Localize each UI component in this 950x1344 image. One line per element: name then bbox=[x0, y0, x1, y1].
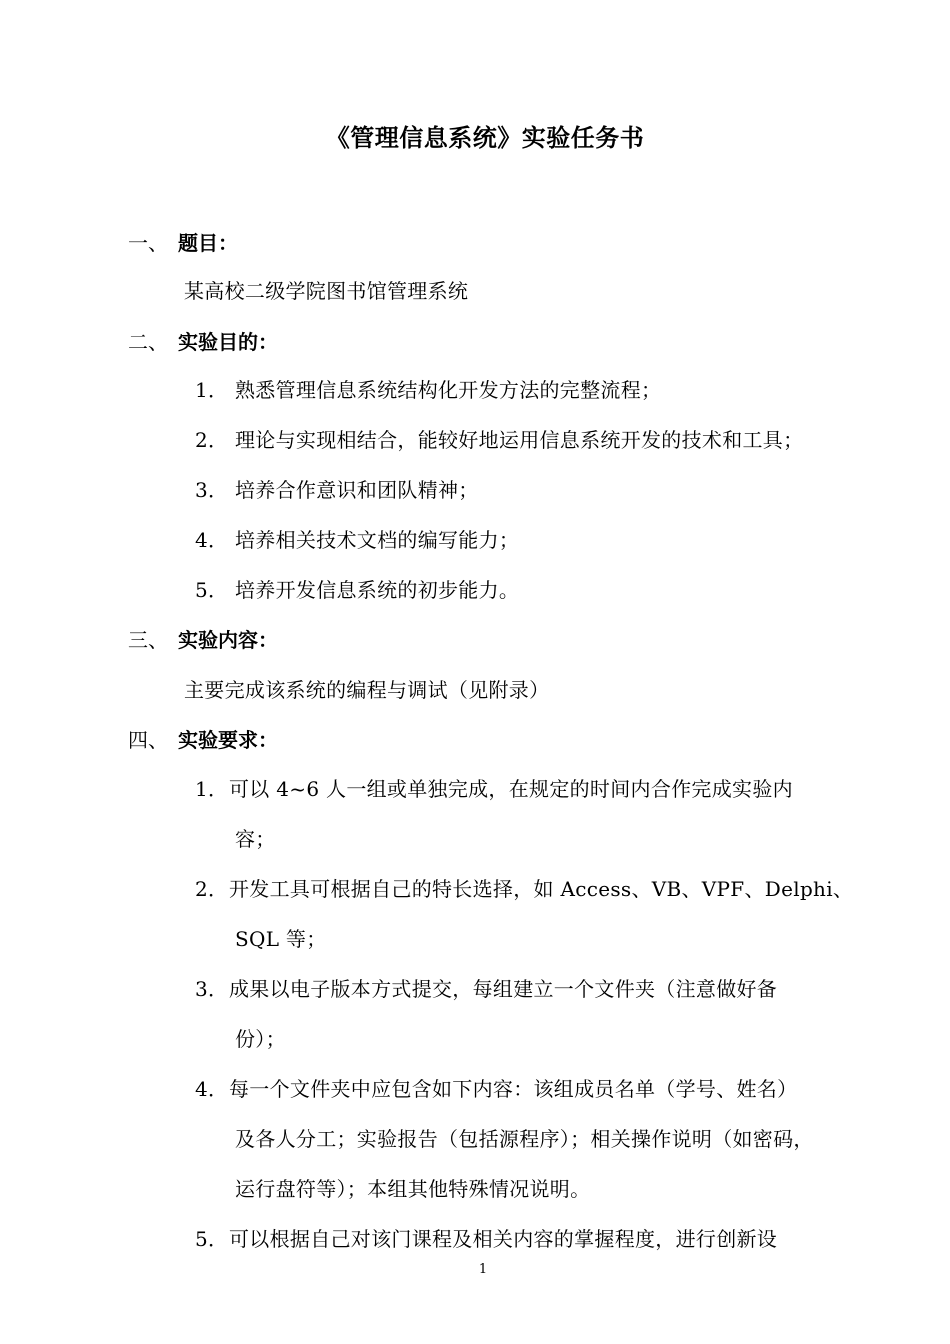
item-number: 3． bbox=[195, 478, 229, 502]
item-text: 培养合作意识和团队精神； bbox=[235, 478, 479, 502]
item-continuation: 运行盘符等）；本组其他特殊情况说明。 bbox=[235, 1177, 591, 1201]
list-item bbox=[195, 374, 661, 403]
item-number: 3． bbox=[195, 977, 229, 1001]
item-text: 可以 4~6 人一组或单独完成，在规定的时间内合作完成实验内 bbox=[229, 777, 793, 801]
item-text: 开发工具可根据自己的特长选择，如 Access、VB、VPF、Delphi、 bbox=[229, 877, 854, 901]
item-text: 理论与实现相结合，能较好地运用信息系统开发的技术和工具； bbox=[235, 428, 804, 452]
list-item bbox=[195, 873, 853, 902]
list-item bbox=[195, 424, 803, 453]
item-number: 4． bbox=[195, 1077, 229, 1101]
item-text: 熟悉管理信息系统结构化开发方法的完整流程； bbox=[235, 378, 662, 402]
section-heading-content bbox=[128, 624, 278, 653]
list-item bbox=[195, 574, 519, 603]
item-continuation: 及各人分工；实验报告（包括源程序）；相关操作说明（如密码， bbox=[235, 1127, 814, 1151]
list-item bbox=[195, 474, 479, 503]
section-label: 实验目的： bbox=[178, 330, 278, 354]
list-item bbox=[195, 524, 519, 553]
item-number: 2． bbox=[195, 428, 229, 452]
section-label: 实验内容： bbox=[178, 628, 278, 652]
section-number: 四、 bbox=[128, 728, 168, 752]
item-text: 每一个文件夹中应包含如下内容：该组成员名单（学号、姓名） bbox=[229, 1077, 798, 1101]
list-item bbox=[195, 973, 777, 1002]
item-text: 培养相关技术文档的编写能力； bbox=[235, 528, 520, 552]
item-number: 5． bbox=[195, 1227, 229, 1251]
list-item bbox=[195, 773, 793, 802]
document-title: 《管理信息系统》实验任务书 bbox=[325, 124, 645, 152]
item-continuation: 容； bbox=[235, 827, 276, 851]
item-number: 1． bbox=[195, 777, 229, 801]
section-label: 实验要求： bbox=[178, 728, 278, 752]
item-number: 1． bbox=[195, 378, 229, 402]
section-heading-topic bbox=[128, 227, 238, 256]
list-item bbox=[195, 1223, 777, 1252]
section-number: 三、 bbox=[128, 628, 168, 652]
section-number: 一、 bbox=[128, 231, 168, 255]
topic-text: 某高校二级学院图书馆管理系统 bbox=[184, 279, 469, 303]
list-item bbox=[195, 1073, 797, 1102]
item-continuation: 份）； bbox=[235, 1027, 286, 1051]
item-number: 2． bbox=[195, 877, 229, 901]
item-text: 可以根据自己对该门课程及相关内容的掌握程度，进行创新设 bbox=[229, 1227, 778, 1251]
item-number: 4． bbox=[195, 528, 229, 552]
item-number: 5． bbox=[195, 578, 229, 602]
section-heading-purpose bbox=[128, 326, 278, 355]
item-continuation: SQL 等； bbox=[235, 927, 327, 951]
page-number: 1 bbox=[478, 1262, 488, 1277]
section-number: 二、 bbox=[128, 330, 168, 354]
item-text: 培养开发信息系统的初步能力。 bbox=[235, 578, 520, 602]
section-heading-requirements bbox=[128, 724, 278, 753]
content-text: 主要完成该系统的编程与调试（见附录） bbox=[184, 678, 550, 702]
section-label: 题目： bbox=[178, 231, 238, 255]
item-text: 成果以电子版本方式提交，每组建立一个文件夹（注意做好备 bbox=[229, 977, 778, 1001]
